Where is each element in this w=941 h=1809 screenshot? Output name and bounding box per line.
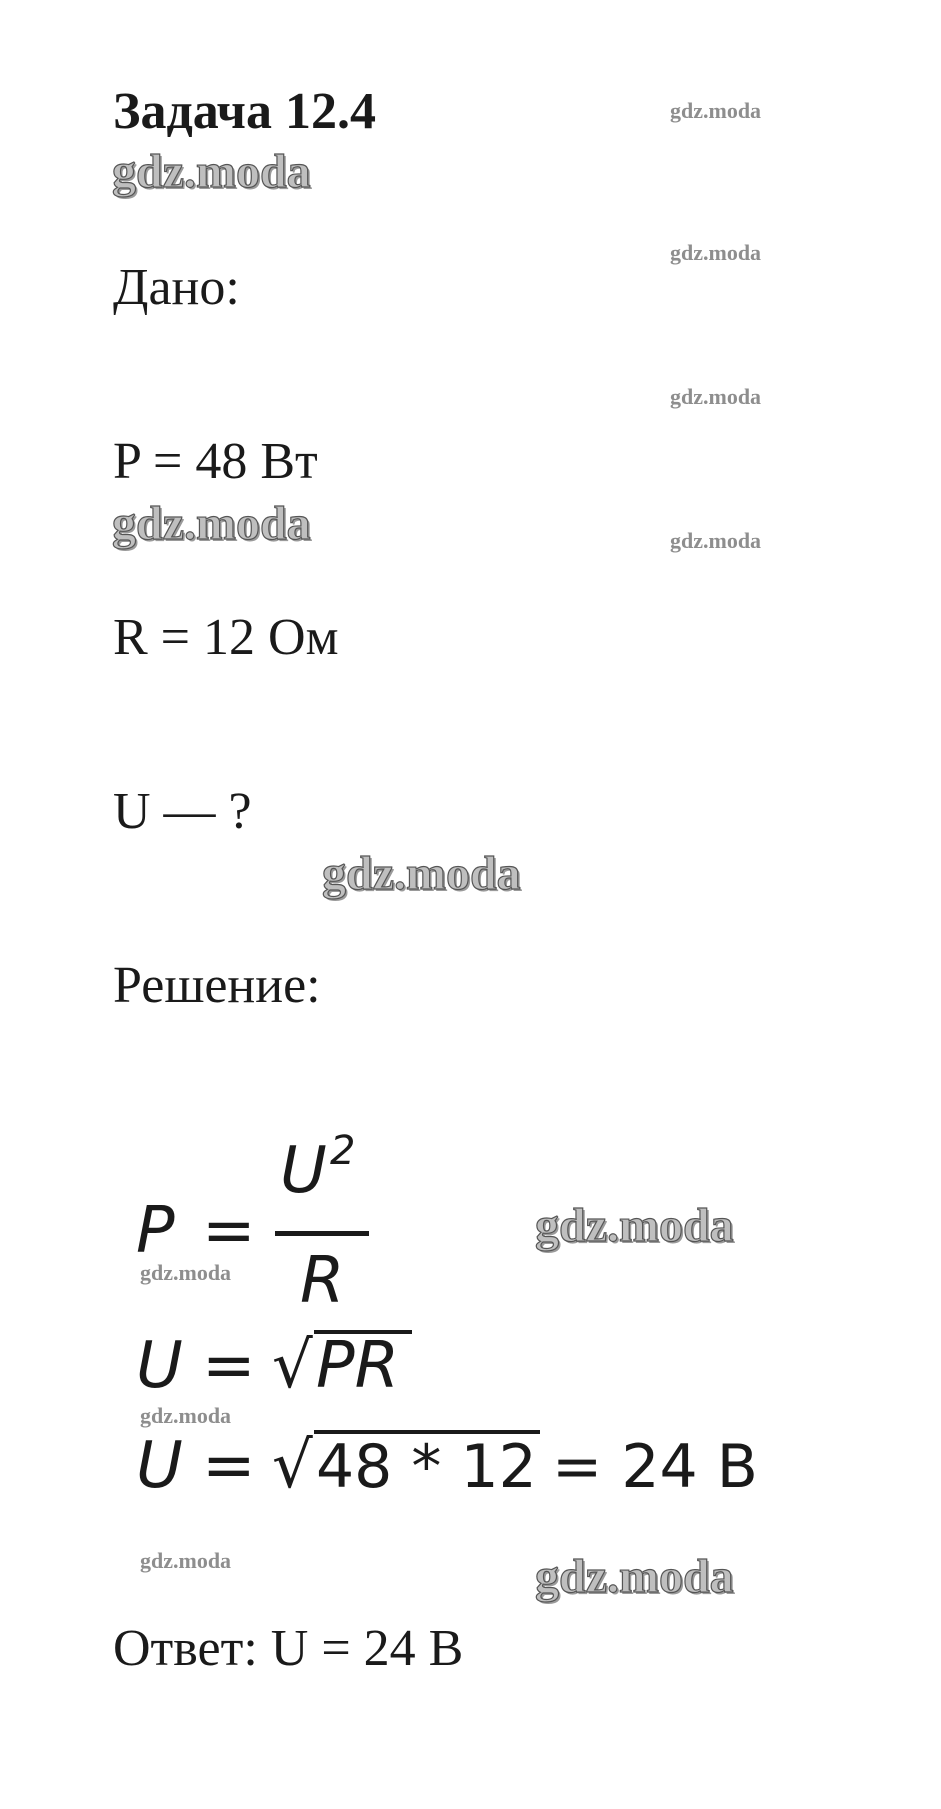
watermark-large: gdz.moda <box>112 145 311 198</box>
given-power: P = 48 Вт <box>113 433 318 490</box>
formula-1-equals: = <box>202 1194 256 1268</box>
formula-2-lhs: U <box>136 1329 183 1403</box>
watermark-large: gdz.moda <box>112 497 311 550</box>
formula-block <box>120 1132 820 1512</box>
given-unknown: U — ? <box>113 783 252 840</box>
formula-1-numerator: U <box>280 1134 327 1208</box>
watermark-large: gdz.moda <box>322 847 521 900</box>
formula-3-radical: √ <box>272 1429 313 1503</box>
watermark-small: gdz.moda <box>670 528 762 553</box>
formula-1-exponent: 2 <box>330 1132 356 1174</box>
formula-1-lhs: P <box>136 1194 175 1268</box>
page-title: Задача 12.4 <box>113 83 376 140</box>
watermark-small: gdz.moda <box>670 98 762 123</box>
formula-2-equals: = <box>202 1329 256 1403</box>
watermark-small: gdz.moda <box>140 1403 232 1428</box>
formula-3-radicand: 48 * 12 <box>316 1432 537 1502</box>
watermark-small: gdz.moda <box>140 1548 232 1573</box>
watermark-large: gdz.moda <box>535 1199 734 1252</box>
solution-label: Решение: <box>113 957 321 1014</box>
formula-svg <box>120 1132 820 1512</box>
answer: Ответ: U = 24 В <box>113 1620 464 1677</box>
watermark-small: gdz.moda <box>140 1260 232 1285</box>
given-label: Дано: <box>113 259 240 316</box>
formula-2-radicand: PR <box>316 1329 400 1403</box>
given-resistance: R = 12 Ом <box>113 609 339 666</box>
watermark-small: gdz.moda <box>670 240 762 265</box>
formula-3-equals: = <box>202 1429 256 1503</box>
formula-2-radical: √ <box>272 1329 313 1403</box>
formula-1-denominator: R <box>300 1244 345 1318</box>
formula-3-result: = 24 В <box>552 1432 758 1502</box>
watermark-large: gdz.moda <box>535 1550 734 1603</box>
formula-1-fraction-bar <box>275 1231 369 1236</box>
watermark-small: gdz.moda <box>670 384 762 409</box>
formula-3-lhs: U <box>136 1429 183 1503</box>
